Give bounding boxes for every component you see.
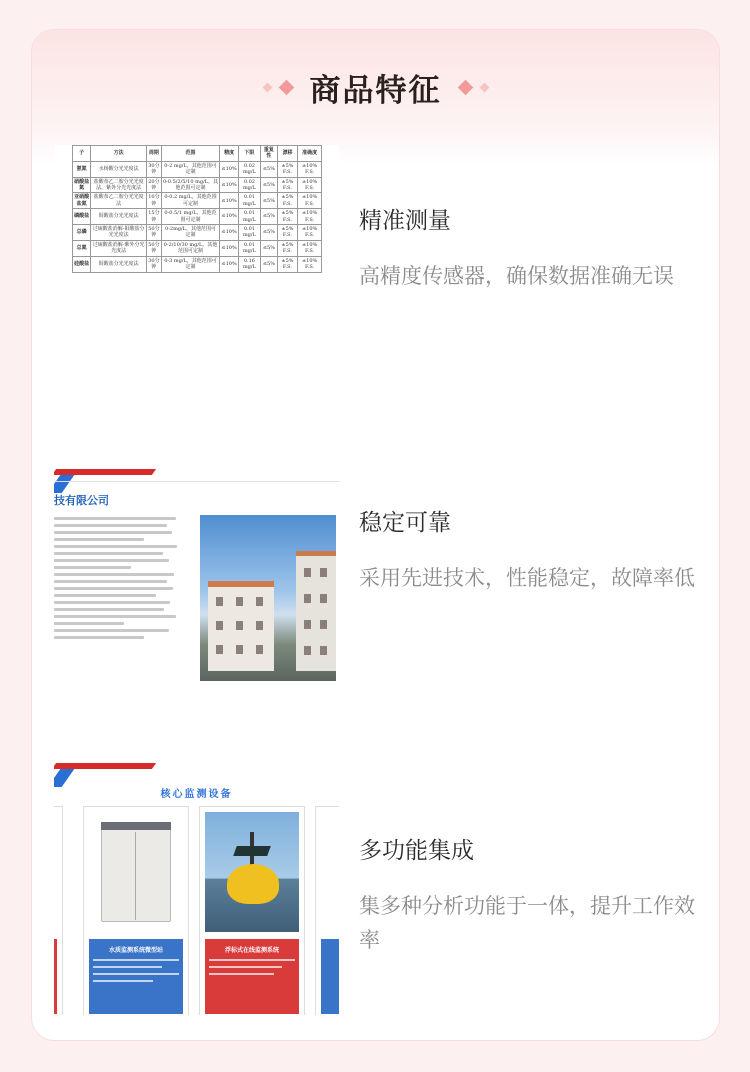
equipment-caption (89, 939, 183, 1014)
table-cell: 水杨酸分光光度法 (91, 161, 147, 177)
table-cell: 50分钟 (148, 241, 160, 255)
table-cell: 30分钟 (148, 257, 160, 271)
diamond-icon (479, 83, 489, 93)
table-cell: ±10% F.S. (298, 225, 322, 241)
table-cell: ±10% F.S. (298, 193, 322, 209)
table-cell: ±5% F.S. (277, 177, 298, 193)
spec-table-thumbnail[interactable] (54, 145, 339, 428)
table-cell: ±10% F.S. (298, 240, 322, 256)
table-cell: ≤10% (220, 177, 238, 193)
table-row (73, 209, 322, 225)
spec-table-body (73, 161, 322, 272)
equipment-photo (205, 812, 299, 932)
table-cell: ±5% F.S. (277, 209, 298, 225)
table-cell: ±5% F.S. (277, 256, 298, 272)
table-cell: 过硫酸盐消解-紫外分光光度法 (91, 240, 147, 256)
table-cell: 钼酸盐分光光度法 (91, 209, 147, 225)
table-cell: 过硫酸盐消解-钼酸盐分光光度法 (91, 225, 147, 241)
table-cell: 0.01 mg/L (238, 225, 260, 241)
equipment-photo (89, 812, 183, 932)
table-cell: ±10% F.S. (298, 209, 322, 225)
feature-text-1 (359, 205, 704, 293)
table-header-cell: 方法 (91, 146, 147, 162)
table-header-cell: 范围 (161, 146, 220, 162)
product-features-card (32, 30, 719, 1040)
equipment-panel (84, 807, 188, 1015)
table-cell: ≤10% (220, 209, 238, 225)
spec-table (72, 145, 322, 273)
table-cell: 硅酸盐 (73, 256, 91, 272)
table-cell: 20分钟 (148, 178, 160, 192)
section-title: 商品特征 (309, 73, 442, 109)
feature-description: 采用先进技术，性能稳定，故障率低 (359, 566, 695, 590)
divider (54, 481, 339, 482)
company-building-photo (200, 515, 336, 681)
table-cell: ≤5% (261, 209, 278, 225)
table-row (73, 177, 322, 193)
equipment-panel (200, 807, 304, 1015)
equipment-caption (205, 939, 299, 1014)
table-cell: ±10% F.S. (298, 177, 322, 193)
banner-stripe (54, 475, 74, 493)
company-text-lines (54, 517, 182, 643)
equipment-caption-title: 浮标式在线监测系统 (224, 947, 279, 954)
equipment-caption-title: 水质监测系统微型站 (108, 947, 163, 954)
table-cell: 0.16 mg/L (238, 256, 260, 272)
table-cell: ≤10% (220, 240, 238, 256)
table-header-cell: 重复性 (261, 146, 278, 162)
table-row (73, 193, 322, 209)
table-cell: ≤10% (220, 193, 238, 209)
table-cell: 钼酸盐分光光度法 (91, 256, 147, 272)
diamond-icon (262, 83, 272, 93)
title-decoration-left (264, 82, 292, 93)
company-thumbnail[interactable] (54, 451, 339, 721)
table-cell: 10分钟 (148, 194, 160, 207)
table-header-cell: 下限 (238, 146, 260, 162)
spec-table-header (73, 146, 322, 162)
table-cell: ≤5% (261, 161, 278, 177)
feature-title: 精准测量 (359, 208, 451, 234)
table-cell: ≤5% (261, 240, 278, 256)
table-cell: ≤5% (261, 193, 278, 209)
feature-description: 高精度传感器，确保数据准确无误 (359, 264, 674, 288)
feature-row-2 (32, 445, 719, 745)
equipment-title: 核心监测设备 (160, 789, 233, 800)
table-cell: 0.01 mg/L (238, 193, 260, 209)
table-cell: ±5% F.S. (277, 240, 298, 256)
equipment-caption-bg (321, 939, 339, 1014)
table-cell: 0-2/10/30 mg/L，其他范围可定制 (161, 240, 220, 256)
table-cell: 0.02 mg/L (238, 177, 260, 193)
table-cell: 15分钟 (148, 210, 160, 223)
table-cell: 总氮 (73, 240, 91, 256)
table-row (73, 161, 322, 177)
table-cell: 0-3 mg/L，其他范围可定制 (161, 256, 220, 272)
table-cell: ±5% F.S. (277, 161, 298, 177)
table-row (73, 225, 322, 241)
table-header-cell: 准确度 (298, 146, 322, 162)
equipment-panel-partial (316, 807, 339, 1015)
table-cell: 总磷 (73, 225, 91, 241)
table-cell: 0-0.5/1 mg/L，其他范围可定制 (161, 209, 220, 225)
equipment-panel-partial (54, 807, 62, 1015)
table-cell: ±5% F.S. (277, 225, 298, 241)
feature-title: 多功能集成 (359, 838, 474, 864)
section-header (32, 30, 719, 145)
diamond-icon (278, 80, 294, 96)
table-cell: ±10% F.S. (298, 161, 322, 177)
table-cell: 0-2 mg/L，其他范围可定制 (161, 161, 220, 177)
equipment-caption-bg (54, 939, 57, 1014)
table-cell: 氨氮 (73, 161, 91, 177)
table-cell: 0.01 mg/L (238, 240, 260, 256)
table-row (73, 240, 322, 256)
table-cell: 0-0.5/2/5/10 mg/L，其他范围可定制 (162, 178, 219, 192)
table-row (73, 256, 322, 272)
title-decoration-right (460, 82, 488, 93)
table-cell: ≤10% (220, 161, 238, 177)
table-cell: ≤10% (220, 256, 238, 272)
table-cell: 亚硝酸盐氮 (74, 194, 90, 207)
table-cell: 盐酸萘乙二胺分光光度法，紫外分光光度法 (91, 177, 147, 193)
table-cell: ≤10% (220, 225, 238, 241)
table-header-cell: 漂移 (277, 146, 298, 162)
table-header-cell: 精度 (220, 146, 238, 162)
table-cell: 0.01 mg/L (238, 209, 260, 225)
feature-title: 稳定可靠 (359, 510, 451, 536)
diamond-icon (457, 80, 473, 96)
table-cell: 30分钟 (148, 162, 160, 176)
table-cell: ≤5% (261, 177, 278, 193)
table-cell: 0-2mg/L，其他范围可定制 (161, 225, 220, 241)
table-cell: 50分钟 (148, 226, 160, 239)
table-cell: ≤5% (261, 256, 278, 272)
equipment-thumbnail[interactable] (54, 745, 339, 1015)
table-cell: 硝酸盐氮 (74, 178, 90, 192)
feature-row-3 (32, 745, 719, 1040)
table-header-cell: 周期 (147, 146, 161, 162)
table-cell: 0-0.2 mg/L，其他范围可定制 (161, 193, 220, 209)
table-cell: 磷酸盐 (73, 209, 91, 225)
table-cell: ±10% F.S. (298, 256, 322, 272)
table-cell: 盐酸萘乙二胺分光光度法 (91, 193, 147, 209)
table-header-cell: 子 (73, 146, 91, 162)
table-cell: ±5% F.S. (277, 193, 298, 209)
company-name: 技有限公司 (54, 494, 109, 507)
feature-text-2 (359, 507, 704, 595)
table-cell: ≤5% (261, 225, 278, 241)
table-cell: 0.02 mg/L (238, 161, 260, 177)
feature-description: 集多种分析功能于一体，提升工作效率 (359, 894, 695, 952)
feature-text-3 (359, 835, 704, 957)
feature-row-1 (32, 145, 719, 445)
